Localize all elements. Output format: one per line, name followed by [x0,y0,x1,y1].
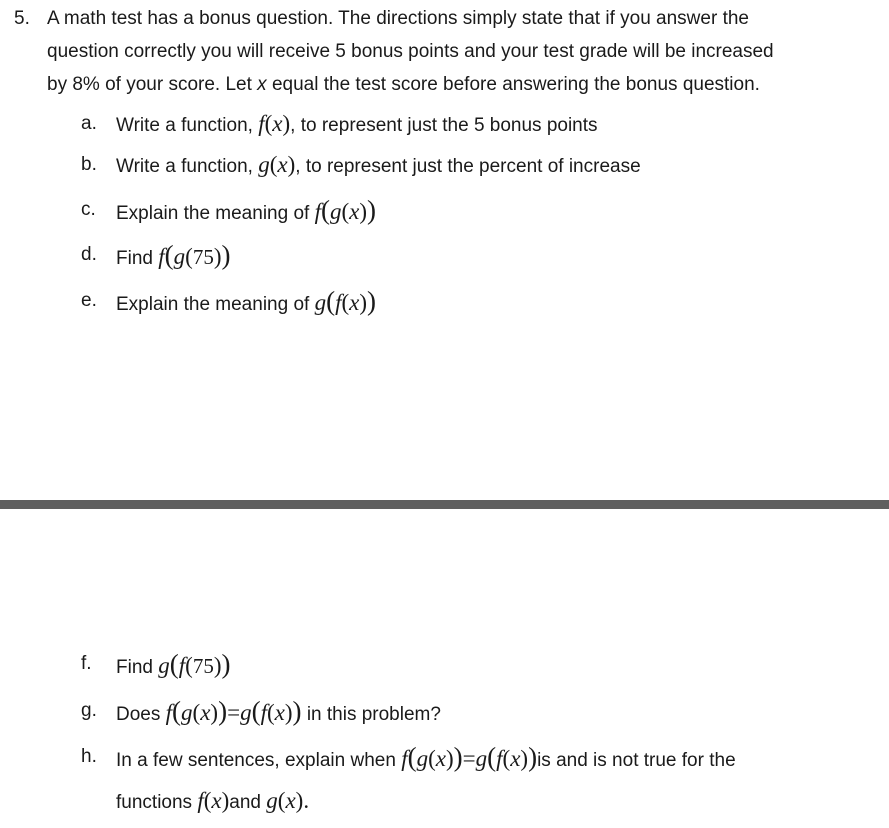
part-c-text: Explain the meaning of f(g(x)) [116,195,377,225]
problem-intro-line-1: A math test has a bonus question. The directions simply state that if you answer the [47,8,749,29]
part-letter: f. [81,653,92,674]
part-d-text: Find f(g(75)) [116,240,231,270]
part-letter: d. [81,244,97,265]
part-b-text: Write a function, g(x), to represent just the percent of increase [116,152,641,177]
part-letter: c. [81,199,96,220]
part-letter: h. [81,746,97,767]
problem-intro-line-2: question correctly you will receive 5 bonus points and your test grade will be increased [47,41,774,62]
part-letter: g. [81,700,97,721]
problem-intro-line-3: by 8% of your score. Let x equal the test score before answering the bonus question. [47,74,760,95]
part-f-text: Find g(f(75)) [116,649,231,679]
page-divider [0,500,889,509]
part-e-text: Explain the meaning of g(f(x)) [116,286,377,316]
part-letter: b. [81,154,97,175]
part-g-text: Does f(g(x))=g(f(x)) in this problem? [116,696,441,726]
part-letter: e. [81,290,97,311]
problem-number: 5. [14,8,30,29]
part-h-line-2: functions f(x)and g(x). [116,788,310,813]
part-a-text: Write a function, f(x), to represent just the 5 bonus points [116,111,598,136]
part-h-text-line-1: In a few sentences, explain when f(g(x))=g(f(x))is and is not true for the [116,742,736,772]
variable-x: x [257,74,267,95]
part-letter: a. [81,113,97,134]
